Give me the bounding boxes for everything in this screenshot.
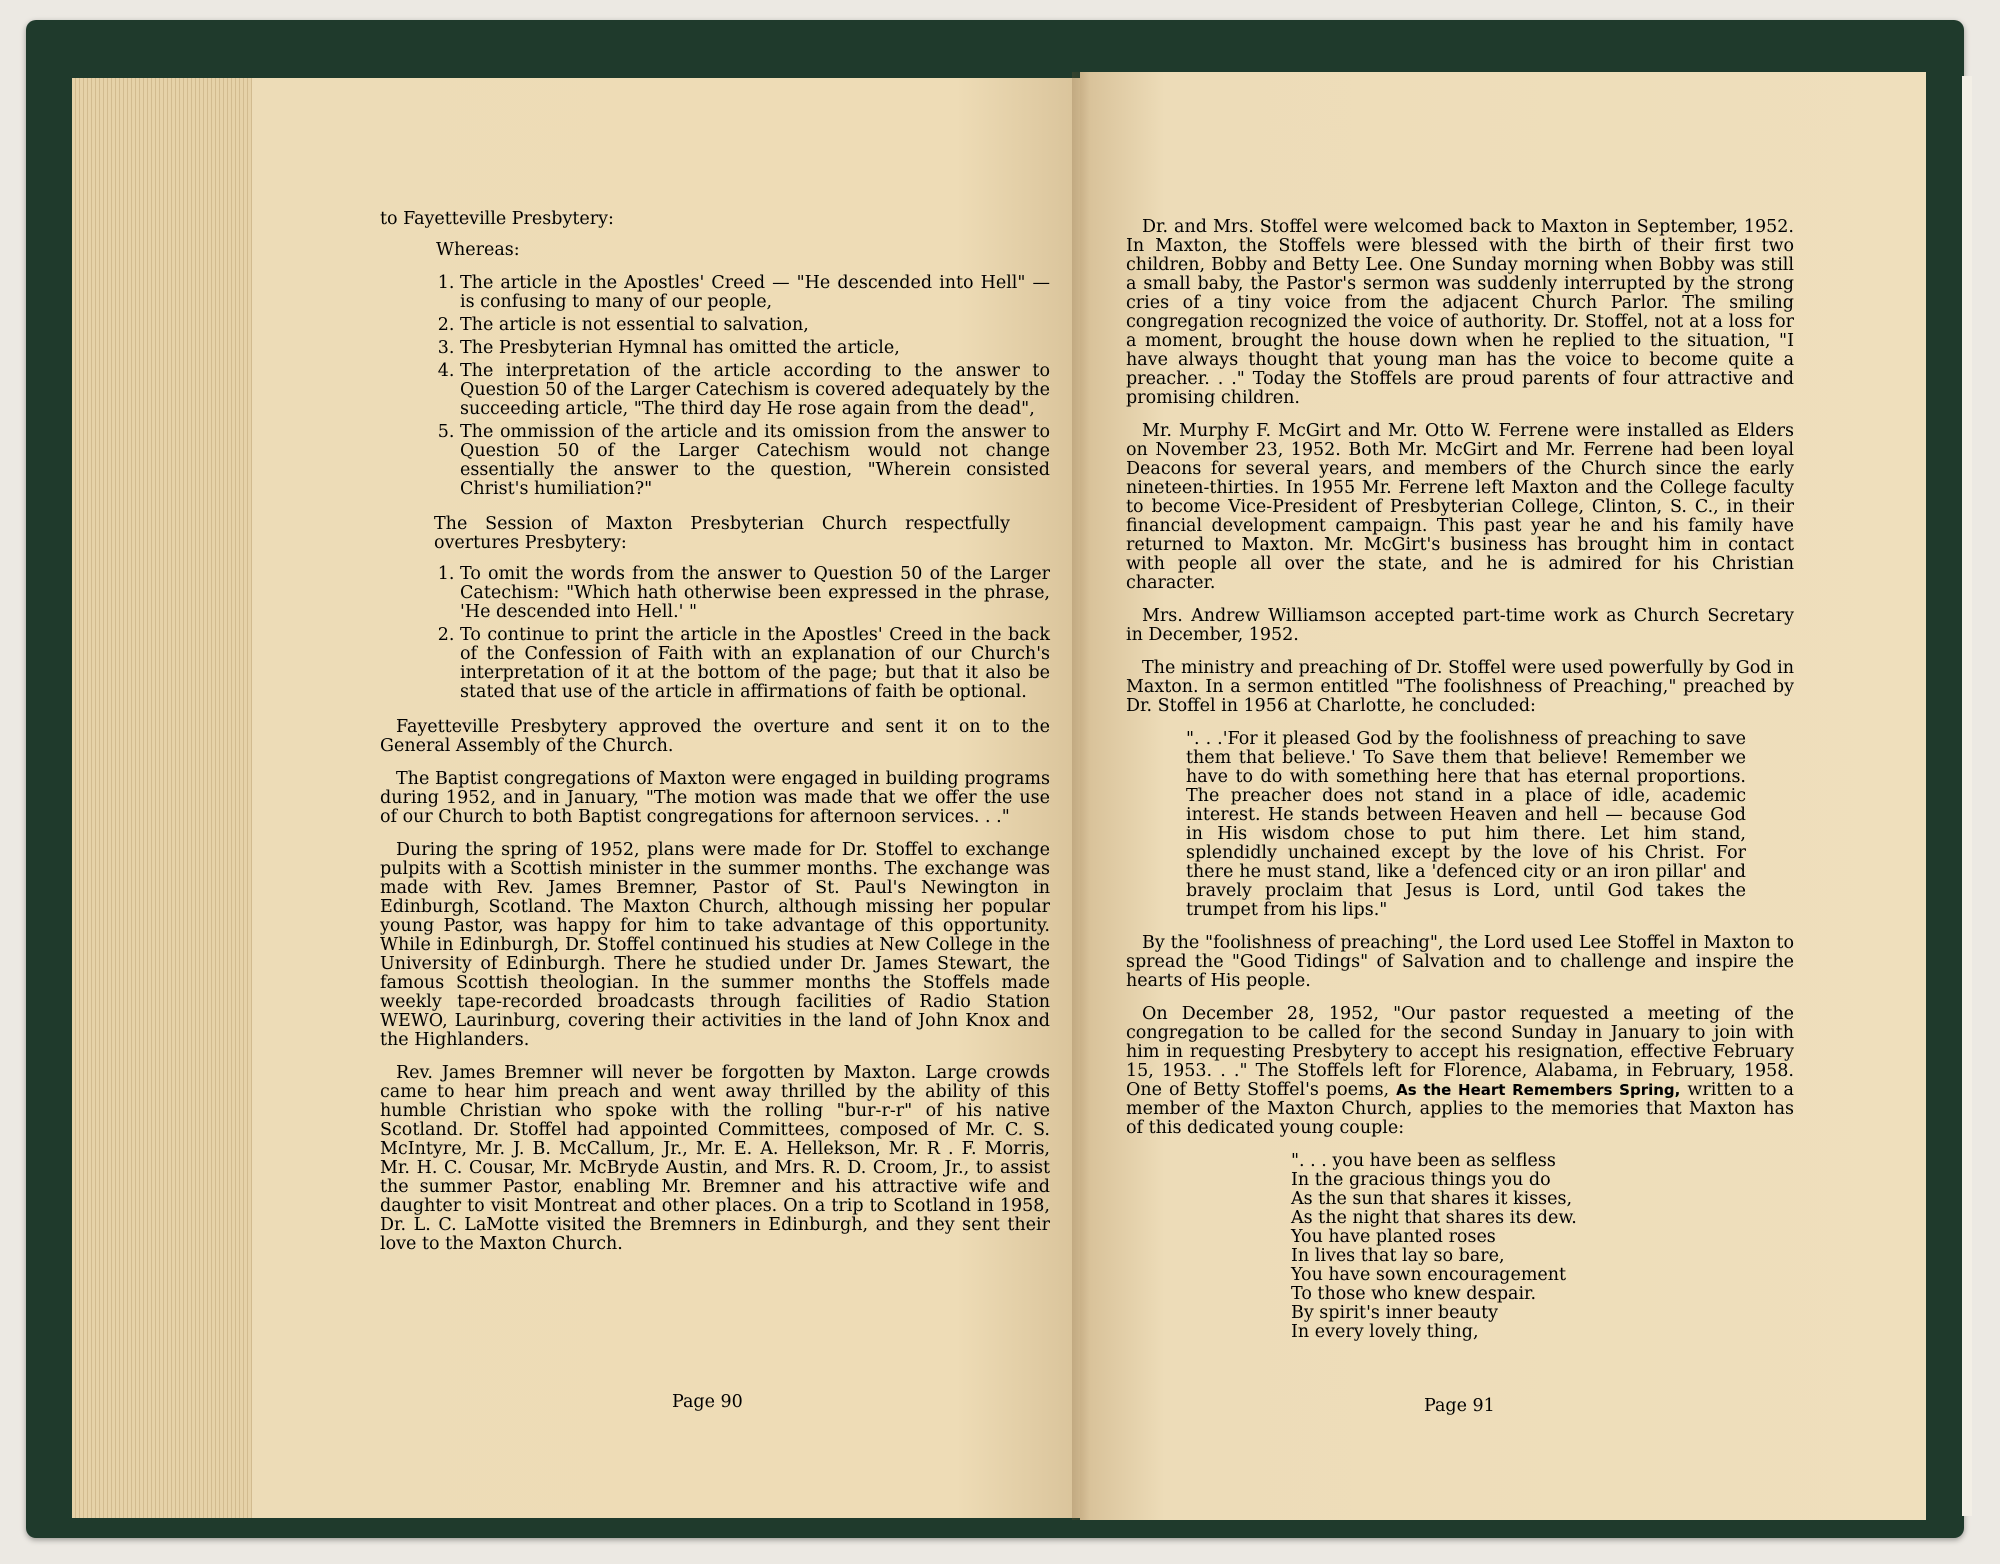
list-item: 1. The article in the Apostles' Creed — "He descended into Hell" — is confusing to many of our people,	[460, 274, 1050, 312]
poem-line: In the gracious things you do	[1291, 1170, 1551, 1190]
reasons-list	[380, 274, 1050, 499]
poem-line: You have sown encouragement	[1291, 1265, 1567, 1285]
paragraph: Mrs. Andrew Williamson accepted part-time work as Church Secretary in December, 1952.	[1126, 606, 1794, 645]
list-item: 3. The Presbyterian Hymnal has omitted the article,	[460, 339, 1050, 358]
page-number-right: Page 91	[1424, 1396, 1495, 1416]
page-edges	[72, 78, 262, 1518]
whereas-label: Whereas:	[436, 240, 520, 260]
poem-line: By spirit's inner beauty	[1291, 1303, 1499, 1323]
right-page-text	[1126, 218, 1794, 1342]
paragraph: Dr. and Mrs. Stoffel were welcomed back to Maxton in September, 1952. In Maxton, the Stoffels were blessed with the birth of their first two children, Bobby and Betty Lee. One Sunday morning when Bobby was still a small baby, the Pastor's sermon was suddenly interrupted by the strong cries of a tiny voice from the adjacent Church Parlor. The smiling congregation recognized the voice of authority. Dr. Stoffel, not at a loss for a moment, brought the house down when he replied to the situation, "I have always thought that young man has the voice to become quite a preacher. . ." Today the Stoffels are proud parents of four attractive and promising children.	[1126, 217, 1794, 408]
list-item: 2. To continue to print the article in the Apostles' Creed in the back of the Confession of Faith with an explanation of our Church's interpretation of it at the bottom of the page; but that it also be stated that use of the article in affirmations of faith be optional.	[460, 626, 1050, 702]
overtures-list	[380, 565, 1050, 702]
sermon-quote: ". . .'For it pleased God by the foolishness of preaching to save them that believe.' To Save them that believe! Remember we have to do with something here that has eternal proportions. The preacher does not stand in a place of idle, academic interest. He stands between Heaven and hell — because God in His wisdom chose to put him there. Let him stand, splendidly unchained except by the love of his Christ. For there he must stand, like a 'defenced city or an iron pillar' and bravely proclaim that Jesus is Lord, until God takes the trumpet from his lips."	[1186, 729, 1746, 920]
book-gutter	[1072, 72, 1090, 1520]
paragraph-part: written to a member of the Maxton Church, applies to the memories that Maxton has of this dedicated young couple:	[1126, 1080, 1794, 1138]
page-number-left: Page 90	[672, 1392, 743, 1412]
paragraph: The Baptist congregations of Maxton were engaged in building programs during 1952, and in January, "The motion was made that we offer the use of our Church to both Baptist congregations for afternoon services. . ."	[380, 769, 1050, 827]
left-page-text	[380, 210, 1050, 1268]
poem	[1291, 1152, 1794, 1342]
session-overture: The Session of Maxton Presbyterian Church respectfully overtures Presbytery:	[434, 514, 1010, 553]
list-item: 1. To omit the words from the answer to Question 50 of the Larger Catechism: "Which hath otherwise been expressed in the phrase, 'He descended into Hell.' "	[460, 565, 1050, 622]
poem-line: In lives that lay so bare,	[1291, 1246, 1505, 1266]
list-item: 4. The interpretation of the article according to the answer to Question 50 of the Larger Catechism is covered adequately by the succeeding article, "The third day He rose again from the dead",	[460, 362, 1050, 419]
poem-line: As the sun that shares it kisses,	[1291, 1189, 1573, 1209]
paragraph: By the "foolishness of preaching", the Lord used Lee Stoffel in Maxton to spread the "Good Tidings" of Salvation and to challenge and inspire the hearts of His people.	[1126, 933, 1794, 991]
right-page-edge	[1962, 76, 1972, 1516]
paragraph: Fayetteville Presbytery approved the overture and sent it on to the General Assembly of the Church.	[380, 717, 1050, 756]
paragraph: Mr. Murphy F. McGirt and Mr. Otto W. Ferrene were installed as Elders on November 23, 1952. Both Mr. McGirt and Mr. Ferrene had been loyal Deacons for several years, and members of the Church since the early nineteen-thirties. In 1955 Mr. Ferrene left Maxton and the College faculty to become Vice-President of Presbyterian College, Clinton, S. C., in their financial development campaign. This past year he and his family have returned to Maxton. Mr. McGirt's business has brought him in contact with people all over the state, and he is admired for his Christian character.	[1126, 421, 1794, 593]
list-item: 5. The ommission of the article and its omission from the answer to Question 50 of the Larger Catechism would not change essentially the answer to the question, "Wherein consisted Christ's humiliation?"	[460, 423, 1050, 499]
poem-line: As the night that shares its dew.	[1291, 1208, 1577, 1228]
poem-title: As the Heart Remembers Spring,	[1396, 1081, 1681, 1099]
paragraph	[1126, 1005, 1794, 1138]
list-item: 2. The article is not essential to salvation,	[460, 316, 1050, 335]
paragraph: During the spring of 1952, plans were made for Dr. Stoffel to exchange pulpits with a Scottish minister in the summer months. The exchange was made with Rev. James Bremner, Pastor of St. Paul's Newington in Edinburgh, Scotland. The Maxton Church, although missing her popular young Pastor, was happy for him to take advantage of this opportunity. While in Edinburgh, Dr. Stoffel continued his studies at New College in the University of Edinburgh. There he studied under Dr. James Stewart, the famous Scottish theologian. In the summer months the Stoffels made weekly tape-recorded broadcasts through facilities of Radio Station WEWO, Laurinburg, covering their activities in the land of John Knox and the Highlanders.	[380, 840, 1050, 1050]
paragraph-part: On December 28, 1952, "Our pastor requested a meeting of the congregation to be called for the second Sunday in January to join with him in requesting Presbytery to accept his resignation, effective February 15, 1953. . ." The Stoffels left for Florence, Alabama, in February, 1958. One of Betty Stoffel's poems,	[1126, 1004, 1794, 1100]
poem-line: You have planted roses	[1291, 1227, 1496, 1247]
poem-line: ". . . you have been as selfless	[1291, 1151, 1556, 1171]
paragraph: The ministry and preaching of Dr. Stoffel were used powerfully by God in Maxton. In a sermon entitled "The foolishness of Preaching," preached by Dr. Stoffel in 1956 at Charlotte, he concluded:	[1126, 658, 1794, 716]
paragraph: Rev. James Bremner will never be forgotten by Maxton. Large crowds came to hear him preach and went away thrilled by the ability of this humble Christian who spoke with the rolling "bur-r-r" of his native Scotland. Dr. Stoffel had appointed Committees, composed of Mr. C. S. McIntyre, Mr. J. B. McCallum, Jr., Mr. E. A. Hellekson, Mr. R . F. Morris, Mr. H. C. Cousar, Mr. McBryde Austin, and Mrs. R. D. Croom, Jr., to assist the summer Pastor, enabling Mr. Bremner and his attractive wife and daughter to visit Montreat and other places. On a trip to Scotland in 1958, Dr. L. C. LaMotte visited the Bremners in Edinburgh, and they sent their love to the Maxton Church.	[380, 1063, 1050, 1254]
intro-line: to Fayetteville Presbytery:	[380, 209, 614, 229]
poem-line: In every lovely thing,	[1291, 1322, 1479, 1342]
poem-line: To those who knew despair.	[1291, 1284, 1537, 1304]
